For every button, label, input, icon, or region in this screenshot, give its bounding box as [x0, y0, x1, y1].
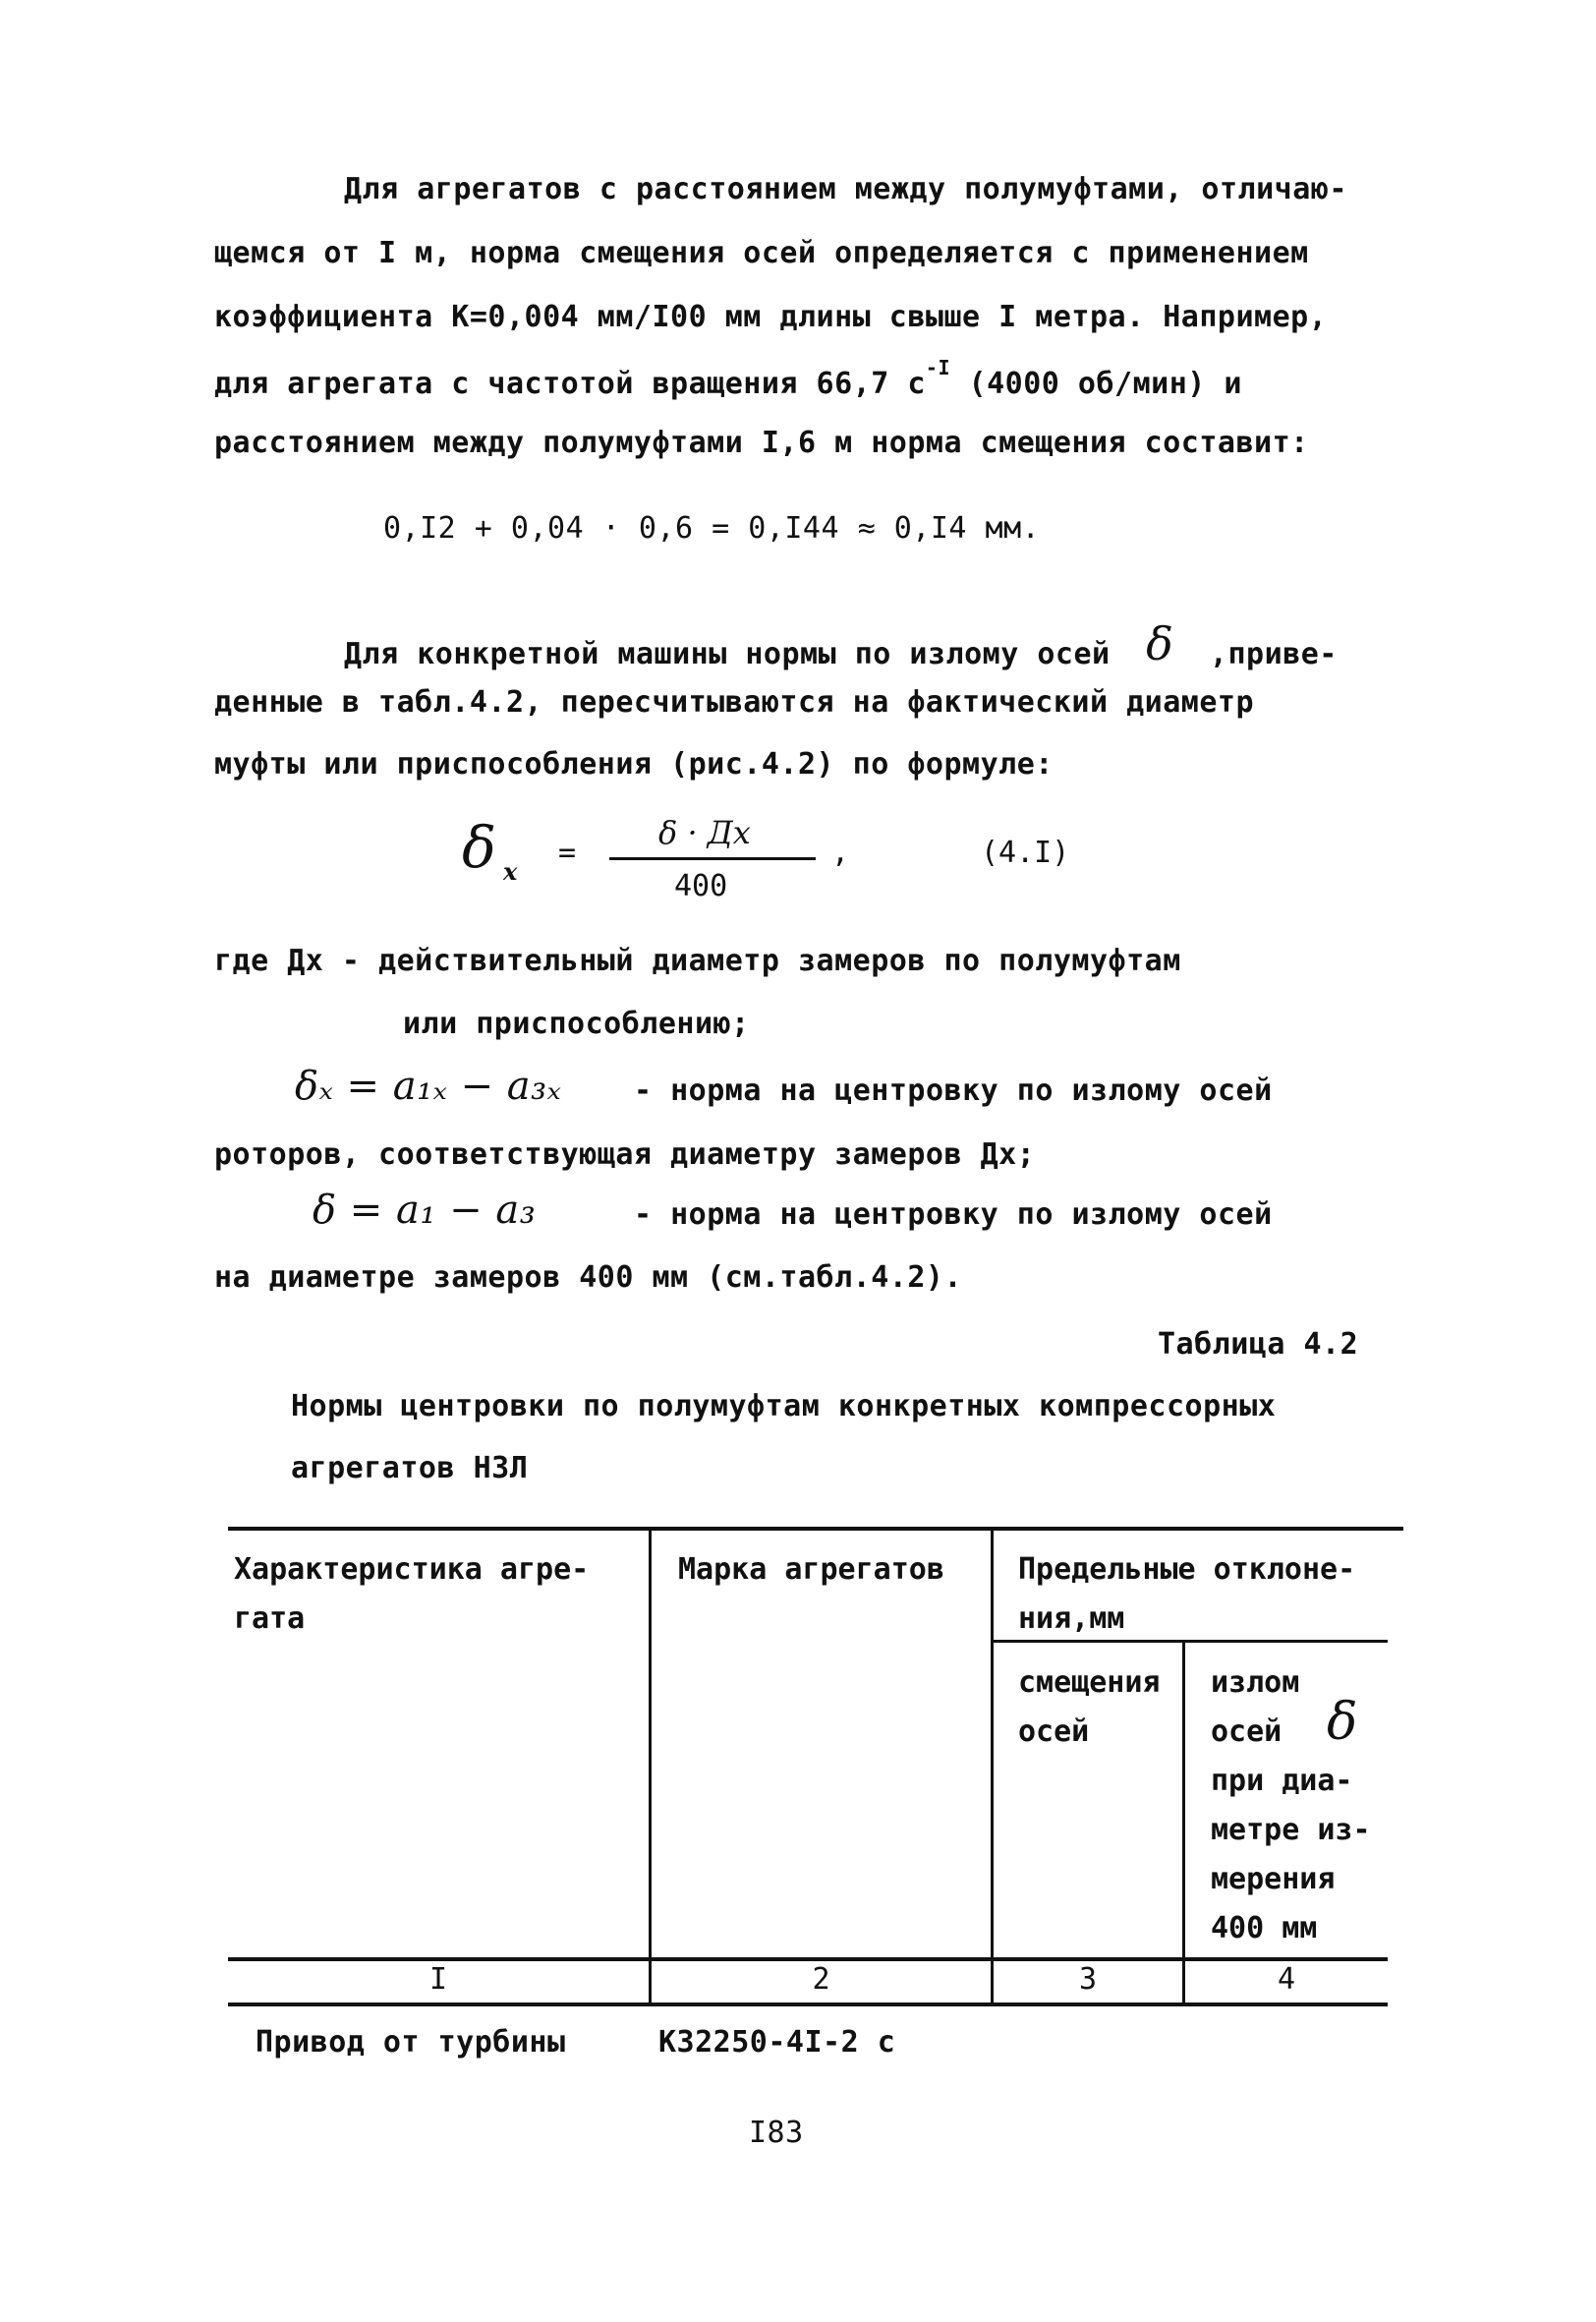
para1-line1: Для агрегатов с расстоянием между полумуфтами, отличаю- — [344, 172, 1347, 206]
formula-lhs: δ — [462, 814, 496, 881]
definition-3-cont: на диаметре замеров 400 мм (см.табл.4.2). — [214, 1260, 963, 1295]
table-numbers-bottom-rule — [228, 2003, 1388, 2006]
column-number-2: 2 — [812, 1962, 830, 1997]
formula-4-1 — [462, 806, 1150, 914]
fraction-bar — [609, 857, 816, 860]
header-delta-symbol: δ — [1327, 1693, 1358, 1752]
table-vline-2 — [991, 1531, 994, 2003]
delta-symbol: δ — [1146, 617, 1174, 670]
para2-line3: муфты или приспособления (рис.4.2) по формуле: — [214, 747, 1054, 782]
table-top-rule — [228, 1527, 1403, 1531]
header-characteristic: Характеристика агре- гата — [234, 1552, 590, 1636]
where-line2: или приспособлению; — [403, 1007, 750, 1041]
para2-line1-pre: Для конкретной машины нормы по излому осей — [344, 637, 1111, 671]
formula-lhs-sub: x — [503, 857, 518, 886]
formula-number: (4.I) — [981, 836, 1070, 870]
para1-line2: щемся от I м, норма смещения осей определяется с применением — [214, 236, 1309, 270]
para1-line5: расстоянием между полумуфтами I,6 м норма смещения составит: — [214, 426, 1309, 460]
para1-line4-text: для агрегата с частотой вращения 66,7 с — [214, 367, 926, 401]
header-axis-break-1: излом осей — [1211, 1665, 1300, 1749]
table-vline-1 — [649, 1531, 652, 2003]
header-axis-offset: смещения осей — [1018, 1665, 1161, 1749]
para1-line3: коэффициента К=0,004 мм/I00 мм длины свыше I метра. Например, — [214, 300, 1328, 334]
formula-numerator: δ · Дх — [658, 814, 751, 851]
header-unit-brand: Марка агрегатов — [678, 1552, 944, 1587]
column-number-3: 3 — [1078, 1962, 1098, 1997]
table-caption-line2: агрегатов НЗЛ — [291, 1451, 529, 1485]
formula-equals: = — [558, 836, 577, 870]
where-line1: где Дх - действительный диаметр замеров по полумуфтам — [214, 944, 1181, 978]
table-vline-3 — [1182, 1643, 1185, 2003]
column-number-4: 4 — [1277, 1962, 1296, 1997]
para2-line1 — [344, 617, 1338, 674]
formula-denominator: 400 — [674, 869, 728, 903]
para1-line4-tail: (4000 об/мин) и — [950, 367, 1242, 401]
formula-comma: , — [831, 836, 850, 870]
table-row-1-characteristic: Привод от турбины — [256, 2025, 566, 2060]
equation-1: 0,I2 + 0,04 · 0,6 = 0,I44 ≈ 0,I4 мм. — [383, 511, 1041, 546]
table-header-bottom-rule — [228, 1957, 1388, 1961]
para2-line1-post: ,приве- — [1209, 637, 1338, 671]
page-number: I83 — [749, 2116, 804, 2150]
table-row-1-brand: К32250-4I-2 с — [658, 2025, 896, 2060]
definition-2-formula: δₓ = a₁ₓ − a₃ₓ — [295, 1064, 562, 1109]
table-caption-line1: Нормы центровки по полумуфтам конкретных компрессорных — [291, 1389, 1277, 1423]
table-label: Таблица 4.2 — [1158, 1327, 1359, 1362]
definition-3-formula: δ = a₁ − a₃ — [313, 1188, 537, 1233]
para1-line4 — [214, 356, 1242, 401]
definition-3-text: - норма на центровку по излому осей — [634, 1197, 1273, 1232]
header-deviations-group: Предельные отклоне- ния,мм — [1018, 1552, 1356, 1636]
definition-2-text: - норма на центровку по излому осей — [634, 1074, 1273, 1108]
header-axis-break-2: при диа- метре из- мерения 400 мм — [1211, 1764, 1371, 1945]
definition-2-cont: роторов, соответствующая диаметру замеров Дх; — [214, 1137, 1036, 1172]
superscript: -I — [925, 356, 950, 379]
column-number-1: I — [428, 1962, 448, 1997]
para2-line2: денные в табл.4.2, пересчитываются на фактический диаметр — [214, 685, 1255, 720]
